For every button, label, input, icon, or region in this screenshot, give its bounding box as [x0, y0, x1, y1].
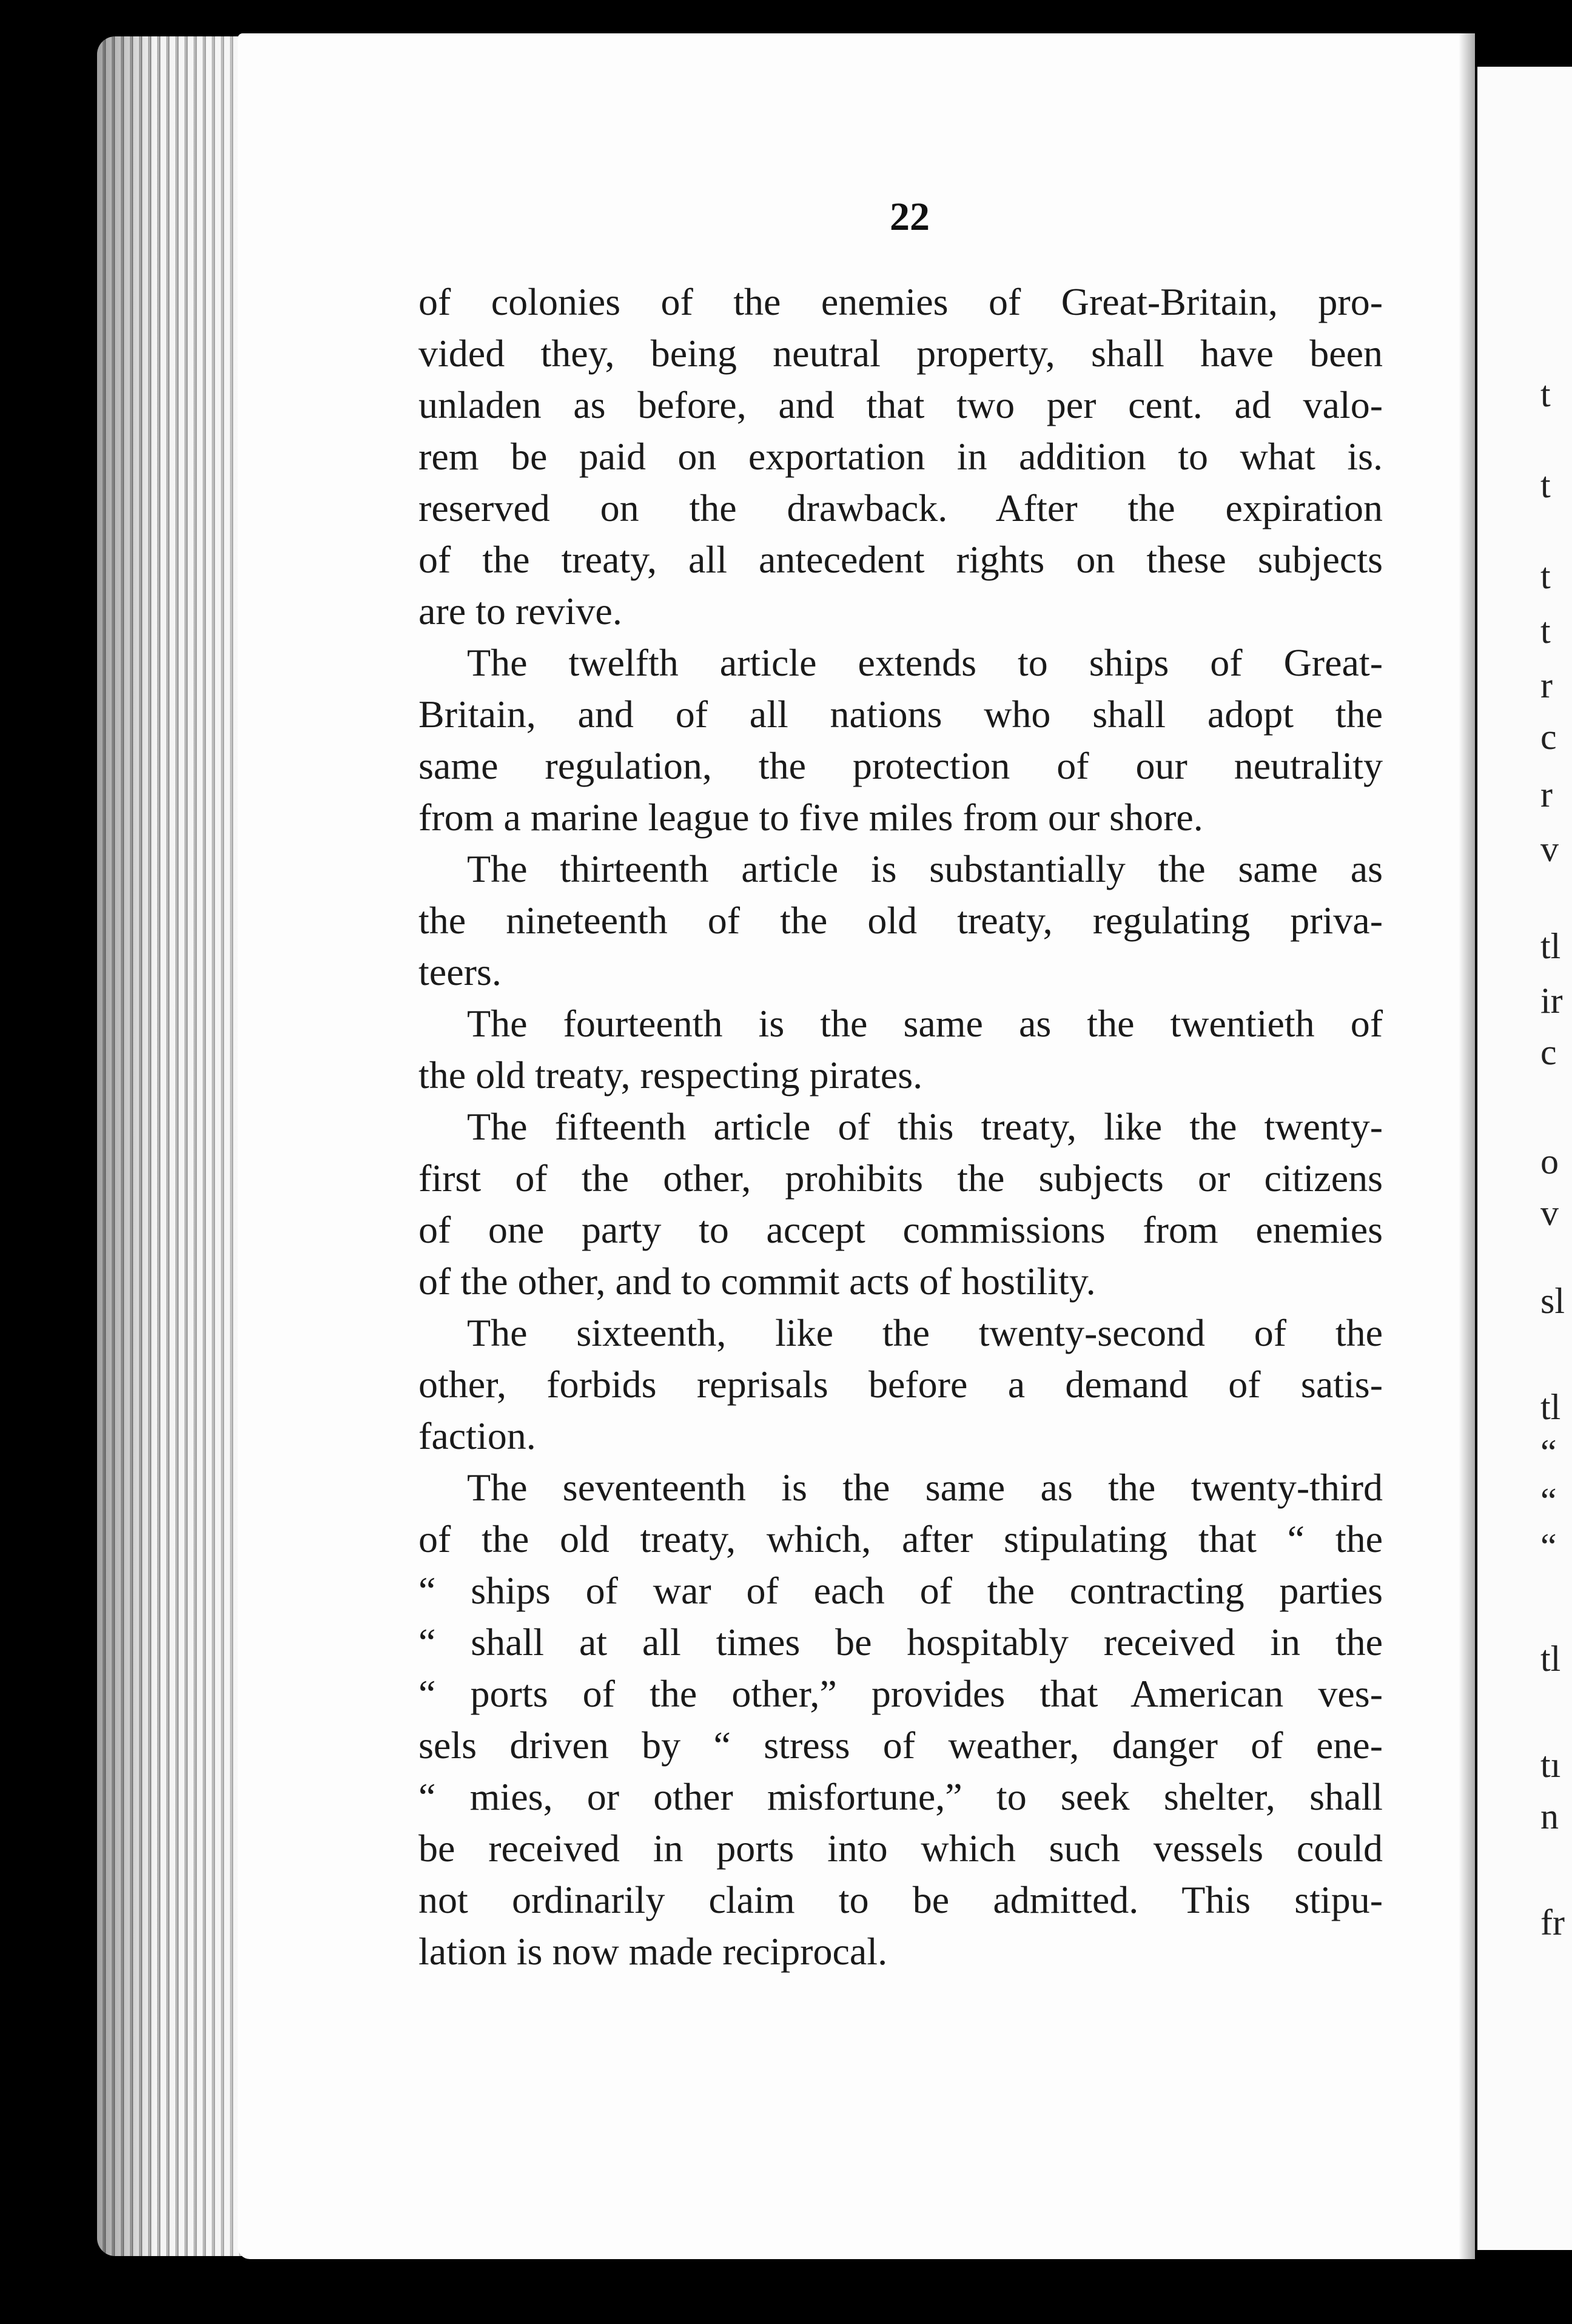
text-line: same regulation, the protection of our neutrality — [418, 744, 1383, 787]
text-line: The thirteenth article is substantially the same as — [467, 847, 1383, 890]
text-line: sels driven by “ stress of weather, danger of ene- — [418, 1724, 1383, 1767]
facing-text-fragment: v — [1540, 831, 1559, 867]
text-line: “ shall at all times be hospitably received in the — [418, 1620, 1383, 1664]
facing-text-fragment: t — [1540, 467, 1551, 503]
text-line: The seventeenth is the same as the twenty-third — [467, 1466, 1383, 1509]
text-line: The fifteenth article of this treaty, like the twenty- — [467, 1105, 1383, 1148]
facing-text-fragment: fr — [1540, 1904, 1565, 1941]
text-line: “ mies, or other misfortune,” to seek shelter, shall — [418, 1775, 1383, 1818]
facing-text-fragment: t — [1540, 613, 1551, 649]
facing-text-fragment: tl — [1540, 928, 1561, 964]
text-line: Britain, and of all nations who shall adopt the — [418, 693, 1383, 736]
text-line: of the treaty, all antecedent rights on these subjects — [418, 538, 1383, 581]
text-line: rem be paid on exportation in addition to what is. — [418, 435, 1383, 478]
text-line: lation is now made reciprocal. — [418, 1930, 888, 1973]
facing-text-fragment: c — [1540, 1034, 1557, 1070]
text-line: of one party to accept commissions from enemies — [418, 1208, 1383, 1251]
text-line: from a marine league to five miles from our shore. — [418, 796, 1203, 839]
text-line: the old treaty, respecting pirates. — [418, 1053, 923, 1097]
facing-text-fragment: n — [1540, 1798, 1559, 1835]
text-line: reserved on the drawback. After the expiration — [418, 486, 1383, 529]
text-line: of colonies of the enemies of Great-Britain, pro- — [418, 280, 1383, 323]
facing-text-fragment: t — [1540, 376, 1551, 412]
text-line: of the old treaty, which, after stipulating that “ the — [418, 1517, 1383, 1560]
facing-text-fragment: r — [1540, 776, 1553, 813]
text-line: vided they, being neutral property, shall have been — [418, 332, 1383, 375]
page-number: 22 — [890, 195, 930, 239]
facing-text-fragment: t — [1540, 558, 1551, 594]
text-line: The twelfth article extends to ships of Great- — [467, 641, 1383, 684]
facing-text-fragment: tl — [1540, 1641, 1561, 1677]
facing-text-fragment: tl — [1540, 1389, 1561, 1425]
text-line: The sixteenth, like the twenty-second of the — [467, 1311, 1383, 1354]
page-stack-shading — [97, 36, 243, 2256]
facing-text-fragment: “ — [1540, 1434, 1557, 1471]
text-line: unladen as before, and that two per cent. ad valo- — [418, 383, 1383, 426]
text-line: are to revive. — [418, 589, 622, 633]
text-line: The fourteenth is the same as the twentieth of — [467, 1002, 1383, 1045]
facing-text-fragment: ir — [1540, 982, 1563, 1019]
text-line: not ordinarily claim to be admitted. This stipu- — [418, 1878, 1383, 1921]
facing-text-fragment: “ — [1540, 1483, 1557, 1519]
body-text — [418, 276, 1383, 1977]
text-line: of the other, and to commit acts of hostility. — [418, 1260, 1096, 1303]
text-line: faction. — [418, 1414, 536, 1457]
text-line: “ ports of the other,” provides that American ves- — [418, 1672, 1383, 1715]
facing-text-fragment: v — [1540, 1195, 1559, 1231]
facing-text-fragment: tı — [1540, 1747, 1561, 1783]
facing-text-fragment: c — [1540, 719, 1557, 755]
text-line: be received in ports into which such vessels could — [418, 1827, 1383, 1870]
facing-text-fragment: sl — [1540, 1283, 1565, 1319]
facing-text-fragment: r — [1540, 667, 1553, 704]
text-line: first of the other, prohibits the subjects or citizens — [418, 1157, 1383, 1200]
facing-text-fragment: o — [1540, 1143, 1559, 1180]
text-line: other, forbids reprisals before a demand of satis- — [418, 1363, 1383, 1406]
facing-text-fragment: “ — [1540, 1528, 1557, 1565]
text-line: “ ships of war of each of the contracting parties — [418, 1569, 1383, 1612]
text-line: teers. — [418, 950, 502, 993]
text-line: the nineteenth of the old treaty, regulating priva- — [418, 899, 1383, 942]
